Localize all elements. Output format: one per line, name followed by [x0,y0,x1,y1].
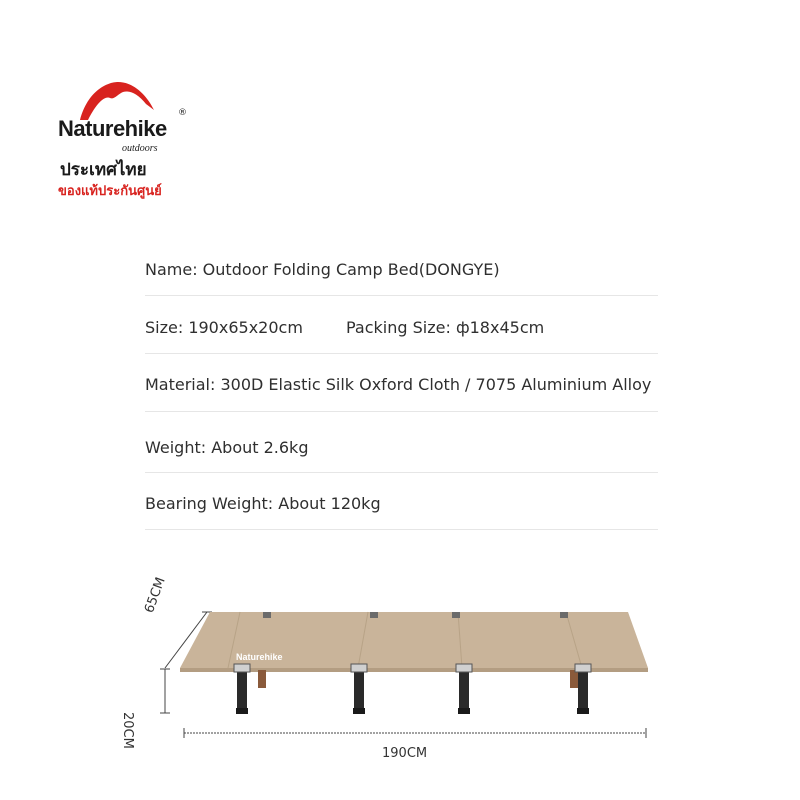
spec-name-text: Name: Outdoor Folding Camp Bed(DONGYE) [145,260,500,279]
spec-weight [145,438,658,473]
brand-name: Naturehike [58,116,167,141]
length-label: 190CM [382,746,428,761]
bed-logo: Naturehike [236,652,283,662]
width-label: 65CM [142,575,169,616]
brand-country: ประเทศไทย [60,160,147,180]
spec-size: Size: 190x65x20cm [145,318,303,337]
spec-size-row [145,318,658,354]
spec-name [145,260,658,296]
spec-weight-text: Weight: About 2.6kg [145,438,309,457]
spec-material-text: Material: 300D Elastic Silk Oxford Cloth / 7075 Aluminium Alloy [145,375,652,394]
spec-packing-size: Packing Size: ф18x45cm [346,318,545,337]
registered-mark: ® [178,108,187,118]
spec-material [145,375,658,412]
brand-warranty: ของแท้ประกันศูนย์ [58,184,162,199]
height-label: 20CM [120,712,135,749]
brand-logo [58,80,198,205]
spec-bearing-text: Bearing Weight: About 120kg [145,494,381,513]
brand-tagline: outdoors [122,143,158,154]
spec-bearing [145,494,658,530]
